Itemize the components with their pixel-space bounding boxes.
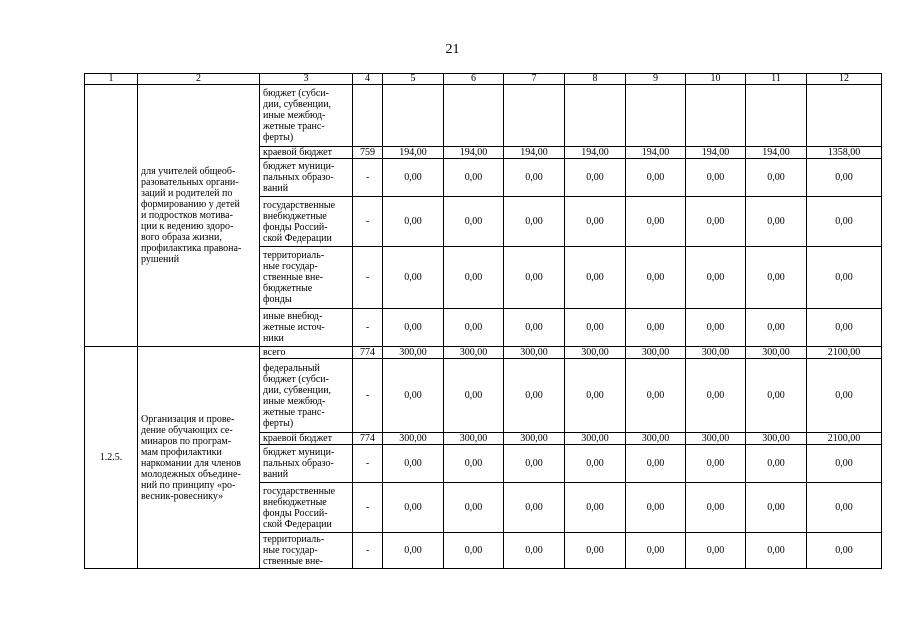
year-amount: 194,00 — [444, 147, 504, 159]
year-amount: 0,00 — [444, 533, 504, 569]
column-header: 7 — [504, 74, 565, 85]
year-amount: 300,00 — [626, 433, 686, 445]
year-amount: 0,00 — [504, 533, 565, 569]
funding-source: краевой бюджет — [260, 433, 353, 445]
year-amount: 0,00 — [686, 197, 746, 247]
year-amount: 0,00 — [383, 197, 444, 247]
column-header: 8 — [565, 74, 626, 85]
year-amount: 0,00 — [565, 247, 626, 309]
year-amount: 0,00 — [504, 159, 565, 197]
year-amount — [746, 85, 807, 147]
funding-source: государственные внебюджетные фонды Россий- ской Федерации — [260, 197, 353, 247]
year-amount: 194,00 — [565, 147, 626, 159]
year-amount: 300,00 — [504, 433, 565, 445]
year-amount — [444, 85, 504, 147]
year-amount: 0,00 — [686, 483, 746, 533]
total-amount: 0,00 — [807, 533, 882, 569]
total-amount: 2100,00 — [807, 433, 882, 445]
year-amount: 300,00 — [746, 433, 807, 445]
total-amount: 0,00 — [807, 197, 882, 247]
total-amount: 0,00 — [807, 445, 882, 483]
column-header: 12 — [807, 74, 882, 85]
funding-source: бюджет муници- пальных образо- ваний — [260, 159, 353, 197]
budget-code: - — [353, 445, 383, 483]
budget-code: - — [353, 197, 383, 247]
year-amount: 194,00 — [626, 147, 686, 159]
year-amount: 0,00 — [383, 445, 444, 483]
column-header: 11 — [746, 74, 807, 85]
year-amount: 0,00 — [504, 197, 565, 247]
year-amount: 0,00 — [383, 359, 444, 433]
year-amount: 0,00 — [686, 159, 746, 197]
year-amount: 0,00 — [444, 483, 504, 533]
year-amount: 0,00 — [383, 159, 444, 197]
budget-code: - — [353, 359, 383, 433]
year-amount: 0,00 — [504, 247, 565, 309]
year-amount: 300,00 — [383, 347, 444, 359]
funding-source: государственные внебюджетные фонды Россий- ской Федерации — [260, 483, 353, 533]
year-amount: 300,00 — [383, 433, 444, 445]
item-description: Организация и прове- дение обучающих се- минаров по програм- мам профилактики наркомании для членов молодежных объедине- ний по принципу «ро- весник-ровеснику» — [138, 347, 260, 569]
funding-source: федеральный бюджет (субси- дии, субвенции, иные межбюд- жетные транс- ферты) — [260, 359, 353, 433]
budget-table — [84, 73, 882, 569]
year-amount: 0,00 — [626, 309, 686, 347]
year-amount: 194,00 — [504, 147, 565, 159]
funding-source: территориаль- ные государ- ственные вне- бюджетные фонды — [260, 247, 353, 309]
column-header: 1 — [85, 74, 138, 85]
year-amount: 300,00 — [686, 433, 746, 445]
table-row — [85, 347, 882, 359]
year-amount: 300,00 — [746, 347, 807, 359]
funding-source: бюджет (субси- дии, субвенции, иные межбюд- жетные транс- ферты) — [260, 85, 353, 147]
funding-source: иные внебюд- жетные источ- ники — [260, 309, 353, 347]
budget-code: 759 — [353, 147, 383, 159]
total-amount: 0,00 — [807, 309, 882, 347]
year-amount — [686, 85, 746, 147]
header-row — [85, 74, 882, 85]
funding-source: бюджет муници- пальных образо- ваний — [260, 445, 353, 483]
year-amount: 0,00 — [746, 359, 807, 433]
year-amount — [504, 85, 565, 147]
item-description: для учителей общеоб- разовательных органи- заций и родителей по формированию у детей и подростков мотива- ции к ведению здоро- вого образа жизни, профилактика правона- рушений — [138, 85, 260, 347]
total-amount: 1358,00 — [807, 147, 882, 159]
year-amount: 0,00 — [746, 483, 807, 533]
budget-code: 774 — [353, 347, 383, 359]
table-row — [85, 85, 882, 147]
year-amount: 0,00 — [383, 533, 444, 569]
year-amount — [383, 85, 444, 147]
year-amount: 300,00 — [565, 347, 626, 359]
budget-code: - — [353, 483, 383, 533]
year-amount: 0,00 — [444, 197, 504, 247]
column-header: 3 — [260, 74, 353, 85]
year-amount: 0,00 — [686, 359, 746, 433]
year-amount: 0,00 — [746, 159, 807, 197]
funding-source: всего — [260, 347, 353, 359]
year-amount: 300,00 — [565, 433, 626, 445]
column-header: 6 — [444, 74, 504, 85]
year-amount: 0,00 — [626, 445, 686, 483]
year-amount: 0,00 — [383, 309, 444, 347]
year-amount: 0,00 — [626, 533, 686, 569]
year-amount: 0,00 — [504, 483, 565, 533]
year-amount: 194,00 — [383, 147, 444, 159]
year-amount: 300,00 — [504, 347, 565, 359]
year-amount: 0,00 — [746, 197, 807, 247]
total-amount — [807, 85, 882, 147]
year-amount: 0,00 — [565, 197, 626, 247]
year-amount: 0,00 — [626, 159, 686, 197]
year-amount: 0,00 — [383, 483, 444, 533]
year-amount: 0,00 — [746, 533, 807, 569]
column-header: 4 — [353, 74, 383, 85]
year-amount: 0,00 — [504, 359, 565, 433]
year-amount: 0,00 — [444, 309, 504, 347]
year-amount: 0,00 — [686, 309, 746, 347]
year-amount: 0,00 — [565, 309, 626, 347]
year-amount: 0,00 — [565, 445, 626, 483]
year-amount: 0,00 — [686, 247, 746, 309]
funding-source: территориаль- ные государ- ственные вне- — [260, 533, 353, 569]
column-header: 5 — [383, 74, 444, 85]
year-amount: 0,00 — [565, 483, 626, 533]
year-amount: 0,00 — [746, 309, 807, 347]
year-amount: 0,00 — [444, 445, 504, 483]
year-amount: 300,00 — [626, 347, 686, 359]
item-index — [85, 85, 138, 347]
year-amount: 300,00 — [444, 433, 504, 445]
year-amount: 194,00 — [746, 147, 807, 159]
year-amount: 0,00 — [626, 359, 686, 433]
year-amount: 0,00 — [626, 197, 686, 247]
year-amount: 300,00 — [444, 347, 504, 359]
year-amount: 194,00 — [686, 147, 746, 159]
year-amount: 0,00 — [626, 247, 686, 309]
year-amount: 0,00 — [746, 445, 807, 483]
column-header: 9 — [626, 74, 686, 85]
year-amount: 0,00 — [565, 359, 626, 433]
year-amount: 0,00 — [565, 533, 626, 569]
total-amount: 0,00 — [807, 247, 882, 309]
year-amount: 0,00 — [746, 247, 807, 309]
year-amount: 0,00 — [686, 445, 746, 483]
year-amount: 0,00 — [686, 533, 746, 569]
budget-code: 774 — [353, 433, 383, 445]
year-amount: 0,00 — [565, 159, 626, 197]
item-index: 1.2.5. — [85, 347, 138, 569]
year-amount — [626, 85, 686, 147]
year-amount: 0,00 — [626, 483, 686, 533]
year-amount: 0,00 — [444, 359, 504, 433]
year-amount: 0,00 — [504, 445, 565, 483]
total-amount: 0,00 — [807, 359, 882, 433]
column-header: 10 — [686, 74, 746, 85]
year-amount: 300,00 — [686, 347, 746, 359]
budget-code: - — [353, 533, 383, 569]
total-amount: 0,00 — [807, 159, 882, 197]
column-header: 2 — [138, 74, 260, 85]
year-amount: 0,00 — [444, 159, 504, 197]
page-number: 21 — [445, 42, 460, 57]
year-amount: 0,00 — [504, 309, 565, 347]
year-amount: 0,00 — [383, 247, 444, 309]
budget-code: - — [353, 159, 383, 197]
year-amount: 0,00 — [444, 247, 504, 309]
year-amount — [565, 85, 626, 147]
budget-code: - — [353, 309, 383, 347]
funding-source: краевой бюджет — [260, 147, 353, 159]
budget-code: - — [353, 247, 383, 309]
total-amount: 0,00 — [807, 483, 882, 533]
budget-code — [353, 85, 383, 147]
total-amount: 2100,00 — [807, 347, 882, 359]
